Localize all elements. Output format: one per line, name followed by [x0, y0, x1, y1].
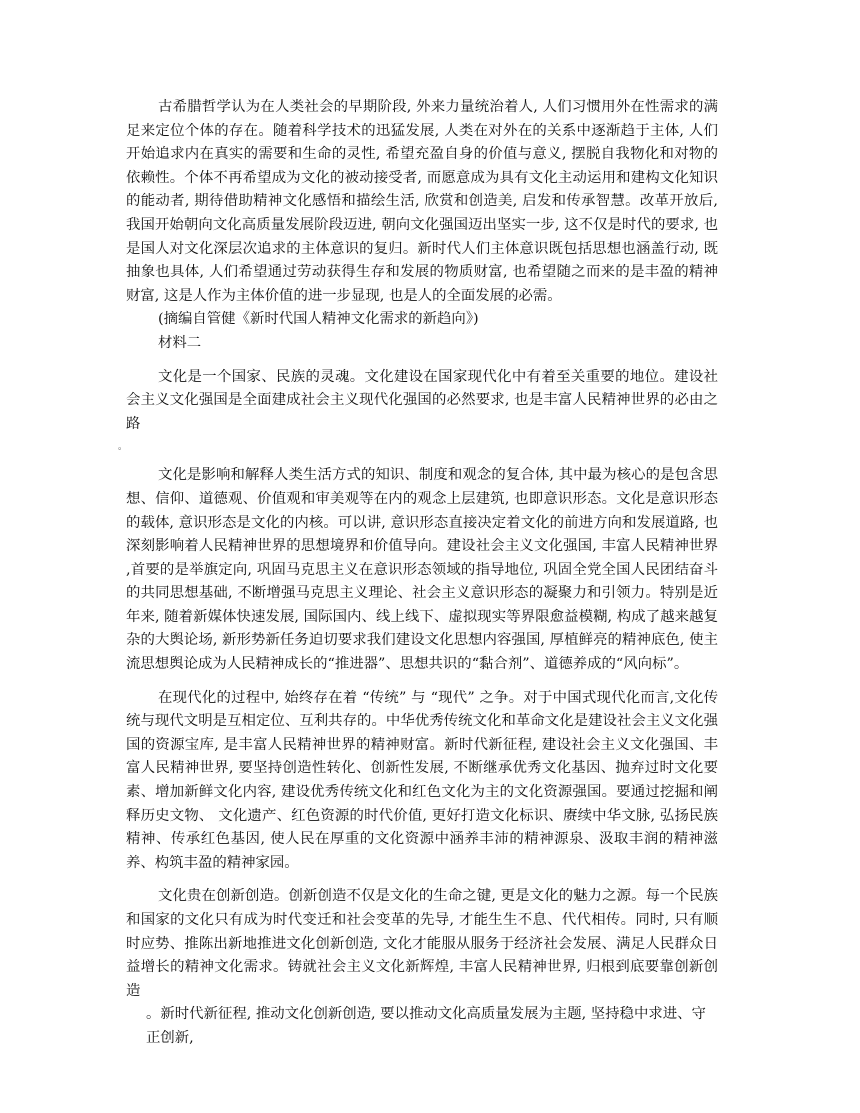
paragraph-4: 在现代化的过程中, 始终存在着 “传统” 与 “现代” 之争。对于中国式现代化而言,文化传统与现代文明是互相定位、互利共存的。中华优秀传统文化和革命文化是建设社会主义文化强国的资源宝库, 是丰富人民精神世界的精神财富。新时代新征程, 建设社会主义文化强国、丰富人民精神世界, 要坚持创造性转化、创新性发展, 不断继承优秀文化基因、抛弃过时文化要素、增加新鲜文化内容, 建设优秀传统文化和红色文化为主的文化资源强国。要通过挖掘和阐释历史文物、 文化遗产、红色资源的时代价值, 更好打造文化标识、赓续中华文脉, 弘扬民族精神、传承红色基因, 使人民在厚重的文化资源中涵养丰沛的精神源泉、汲取丰润的精神滋养、构筑丰盈的精神家园。 [126, 689, 718, 871]
material-label: 材料二 [158, 334, 202, 351]
paragraph-2: 文化是一个国家、民族的灵魂。文化建设在国家现代化中有着至关重要的地位。建设社会主义文化强国是全面建成社会主义现代化强国的必然要求, 也是丰富人民精神世界的必由之路 [126, 368, 718, 432]
paragraph-1: 古希腊哲学认为在人类社会的早期阶段, 外来力量统治着人, 人们习惯用外在性需求的满足来定位个体的存在。随着科学技术的迅猛发展, 人类在对外在的关系中逐渐趋于主体, 人们开始追求内在真实的需要和生命的灵性, 希望充盈自身的价值与意义, 摆脱自我物化和对物的依赖性。个体不再希望成为文化的被动接受者, 而愿意成为具有文化主动运用和建构文化知识的能动者, 期待借助精神文化感悟和描绘生活, 欣赏和创造美, 启发和传承智慧。改革开放后,我国开始朝向文化高质量发展阶段迈进, 朝向文化强国迈出坚实一步, 这不仅是时代的要求, 也是国人对文化深层次追求的主体意识的复归。新时代人们主体意识既包括思想也涵盖行动, 既抽象也具体, 人们希望通过劳动获得生存和发展的物质财富, 也希望随之而来的是丰盈的精神财富, 这是人作为主体价值的进一步显现, 也是人的全面发展的必需。 [126, 99, 718, 304]
paragraph-2-tail: 。 [118, 442, 128, 453]
paragraph-3: 文化是影响和解释人类生活方式的知识、制度和观念的复合体, 其中最为核心的是包含思想、信仰、道德观、价值观和审美观等在内的观念上层建筑, 也即意识形态。文化是意识形态的载体, 意识形态是文化的内核。可以讲, 意识形态直接决定着文化的前进方向和发展道路, 也深刻影响着人民精神世界的思想境界和价值导向。建设社会主义文化强国, 丰富人民精神世界 ,首要的是举旗定向, 巩固马克思主义在意识形态领域的指导地位, 巩固全党全国人民团结奋斗的共同思想基础, 不断增强马克思主义理论、社会主义意识形态的凝聚力和引领力。特别是近年来, 随着新媒体快速发展, 国际国内、线上线下、虚拟现实等界限愈益模糊, 构成了越来越复杂的大舆论场, 新形势新任务迫切要求我们建设文化思想内容强国, 厚植鲜亮的精神底色, 使主流思想舆论成为人民精神成长的“推进器”、思想共识的“黏合剂”、道德养成的“风向标”。 [126, 467, 718, 673]
paragraph-5: 文化贵在创新创造。创新创造不仅是文化的生命之键, 更是文化的魅力之源。每一个民族和国家的文化只有成为时代变迁和社会变革的先导, 才能生生不息、代代相传。同时, 只有顺时应势、推陈出新地推进文化创新创造, 文化才能服从服务于经济社会发展、满足人民群众日益增长的精神文化需求。铸就社会主义文化新辉煌, 丰富人民精神世界, 归根到底要靠创新创造 [126, 888, 718, 999]
paragraph-6: 。新时代新征程, 推动文化创新创造, 要以推动文化高质量发展为主题, 坚持稳中求进、守正创新, [146, 1006, 706, 1046]
source-citation: (摘编自管健《新时代国人精神文化需求的新趋向》) [158, 311, 479, 328]
